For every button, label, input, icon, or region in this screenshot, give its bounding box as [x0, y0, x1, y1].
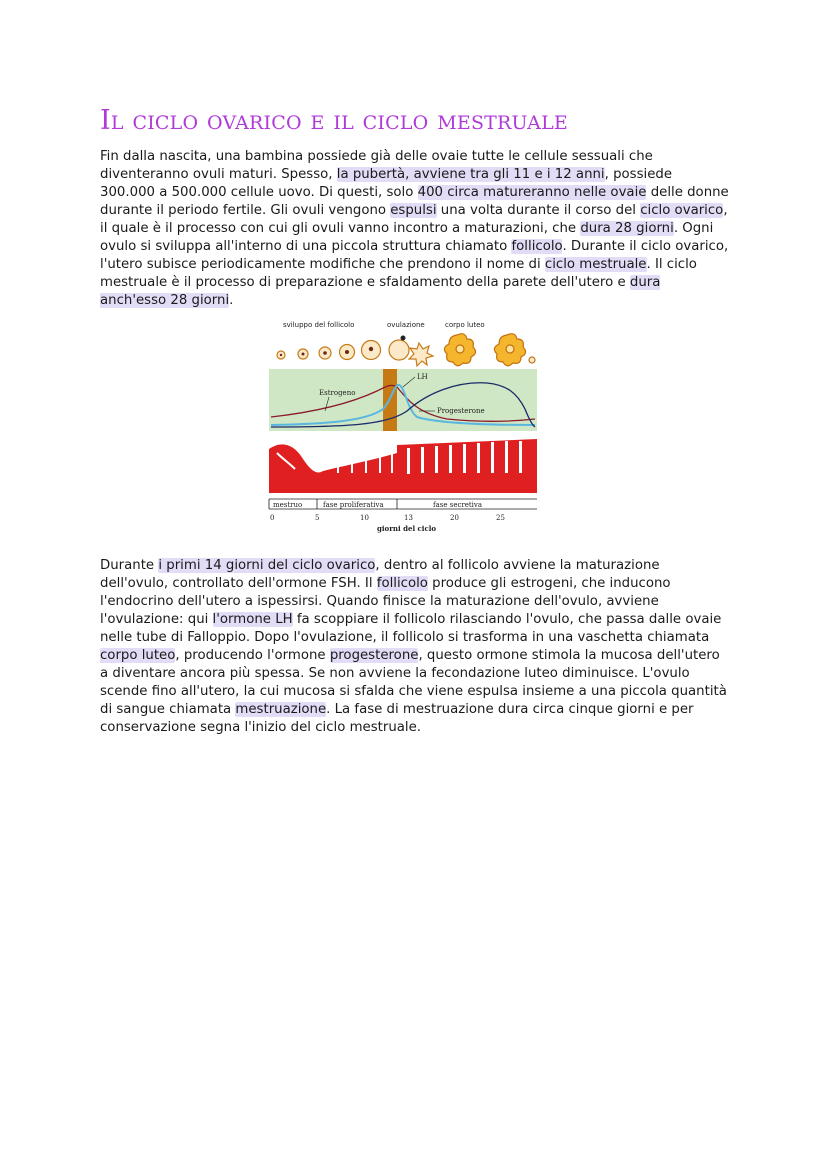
text-run: una volta durante il corso del	[436, 203, 641, 218]
gland	[337, 463, 339, 473]
highlight: dura anch'esso 28 giorni	[100, 275, 661, 308]
label-ovulation: ovulazione	[387, 321, 425, 329]
gland	[519, 441, 522, 473]
highlight: ciclo ovarico	[640, 203, 724, 218]
paragraph-ovarian-cycle	[100, 557, 730, 737]
endometrium-layer	[269, 439, 537, 493]
tick-20: 20	[450, 514, 459, 522]
text-run: .	[229, 293, 234, 308]
follicle-icons	[277, 336, 433, 367]
text-run: , dentro al follicolo avviene la maturazione dell'ovulo, controllato dell'ormone FSH. Il	[100, 558, 660, 591]
highlight: i primi 14 giorni del ciclo ovarico	[158, 558, 376, 573]
x-axis-label: giorni del ciclo	[377, 524, 437, 533]
secretory-lining	[397, 439, 537, 475]
label-lh: LH	[417, 373, 428, 381]
cycle-figure	[267, 313, 540, 536]
highlight: follicolo	[511, 239, 563, 254]
follicle-icon	[389, 340, 409, 360]
text-run: fa scoppiare il follicolo rilasciando l'ovulo, che passa dalle ovaie nelle tube di Falloppio. Dopo l'ovulazione, il follicolo si trasforma in una vaschetta chiamata	[100, 612, 722, 645]
text-run: delle donne durante il periodo fertile. Gli ovuli vengono	[100, 185, 729, 218]
follicle-core	[280, 354, 282, 356]
highlight: mestruazione	[235, 702, 327, 717]
text-run: , producendo l'ormone	[175, 648, 330, 663]
follicle-core	[323, 351, 327, 355]
gland	[365, 458, 367, 473]
endometrium-base	[269, 475, 537, 493]
text-run: . Ogni ovulo si sviluppa all'interno di una piccola struttura chiamato	[100, 221, 714, 254]
highlight: espulsi	[390, 203, 437, 218]
text-run: . Durante il ciclo ovarico, l'utero subisce periodicamente modifiche che prendono il nome di	[100, 239, 729, 272]
highlight: l'ormone LH	[212, 612, 293, 627]
gland	[449, 445, 452, 473]
text-run: produce gli estrogeni, che inducono l'endocrino dell'utero a ispessirsi. Quando finisce la maturazione dell'ovulo, avviene l'ovulazione: qui	[100, 576, 671, 627]
tick-5: 5	[315, 514, 320, 522]
text-run: , il quale è il processo con cui gli ovuli vanno incontro a maturazioni, che	[100, 203, 728, 236]
tick-25: 25	[496, 514, 505, 522]
paragraph-intro	[100, 148, 730, 310]
shedding-lining	[269, 444, 323, 475]
gland	[505, 441, 508, 473]
cycle-diagram	[267, 313, 540, 536]
corpus-center	[506, 345, 514, 353]
proliferative-lining	[323, 453, 397, 475]
highlight: 400 circa matureranno nelle ovaie	[417, 185, 647, 200]
ruptured-follicle-icon	[409, 343, 433, 366]
new-follicle-icon	[529, 357, 535, 363]
highlight: dura 28 giorni	[580, 221, 674, 236]
corpus-center	[456, 345, 464, 353]
label-phase-proliferative: fase proliferativa	[323, 501, 384, 509]
label-corpus: corpo luteo	[445, 321, 485, 329]
label-estrogen: Estrogeno	[319, 389, 356, 397]
gland	[351, 461, 353, 473]
highlight: ciclo mestruale	[544, 257, 647, 272]
follicle-core	[302, 353, 305, 356]
gland	[491, 442, 494, 473]
text-run: . La fase di mestruazione dura circa cinque giorni e per conservazione segna l'inizio del ciclo mestruale.	[100, 702, 694, 735]
label-phase-secretory: fase secretiva	[433, 501, 483, 509]
highlight: progesterone	[329, 648, 419, 663]
highlight: la pubertà, avviene tra gli 11 e i 12 anni	[336, 167, 605, 182]
gland	[435, 446, 438, 473]
gland	[407, 448, 410, 474]
gland	[463, 444, 466, 473]
gland	[379, 455, 381, 473]
follicle-core	[369, 347, 373, 351]
tick-13: 13	[404, 514, 413, 522]
gland	[421, 447, 424, 473]
corpus-luteum-icons	[444, 334, 535, 366]
highlight: corpo luteo	[100, 648, 176, 663]
tick-10: 10	[360, 514, 369, 522]
label-phase-menses: mestruo	[273, 501, 303, 509]
gland	[391, 453, 393, 473]
gland	[477, 443, 480, 473]
label-progesterone: Progesterone	[437, 407, 485, 415]
highlight: follicolo	[376, 576, 428, 591]
text-run: , questo ormone stimola la mucosa dell'utero a diventare ancora più spessa. Se non avviene la fecondazione luteo diminuisce. L'ovulo scende fino all'utero, la cui mucosa si sfalda che viene espulsa insieme a una piccola quantità di sangue chiamata	[100, 648, 727, 717]
follicle-core	[345, 350, 349, 354]
text-run: , possiede 300.000 a 500.000 cellule uovo. Di questi, solo	[100, 167, 673, 200]
page-title: Il ciclo ovarico e il ciclo mestruale	[100, 105, 568, 136]
tick-0: 0	[270, 514, 275, 522]
ovum-icon	[401, 336, 406, 341]
text-run: . Il ciclo mestruale è il processo di preparazione e sfaldamento della parete dell'utero e	[100, 257, 697, 290]
label-follicle: sviluppo del follicolo	[283, 321, 355, 329]
text-run: Fin dalla nascita, una bambina possiede già delle ovaie tutte le cellule sessuali che diventeranno ovuli maturi. Spesso,	[100, 149, 653, 182]
text-run: Durante	[100, 558, 159, 573]
